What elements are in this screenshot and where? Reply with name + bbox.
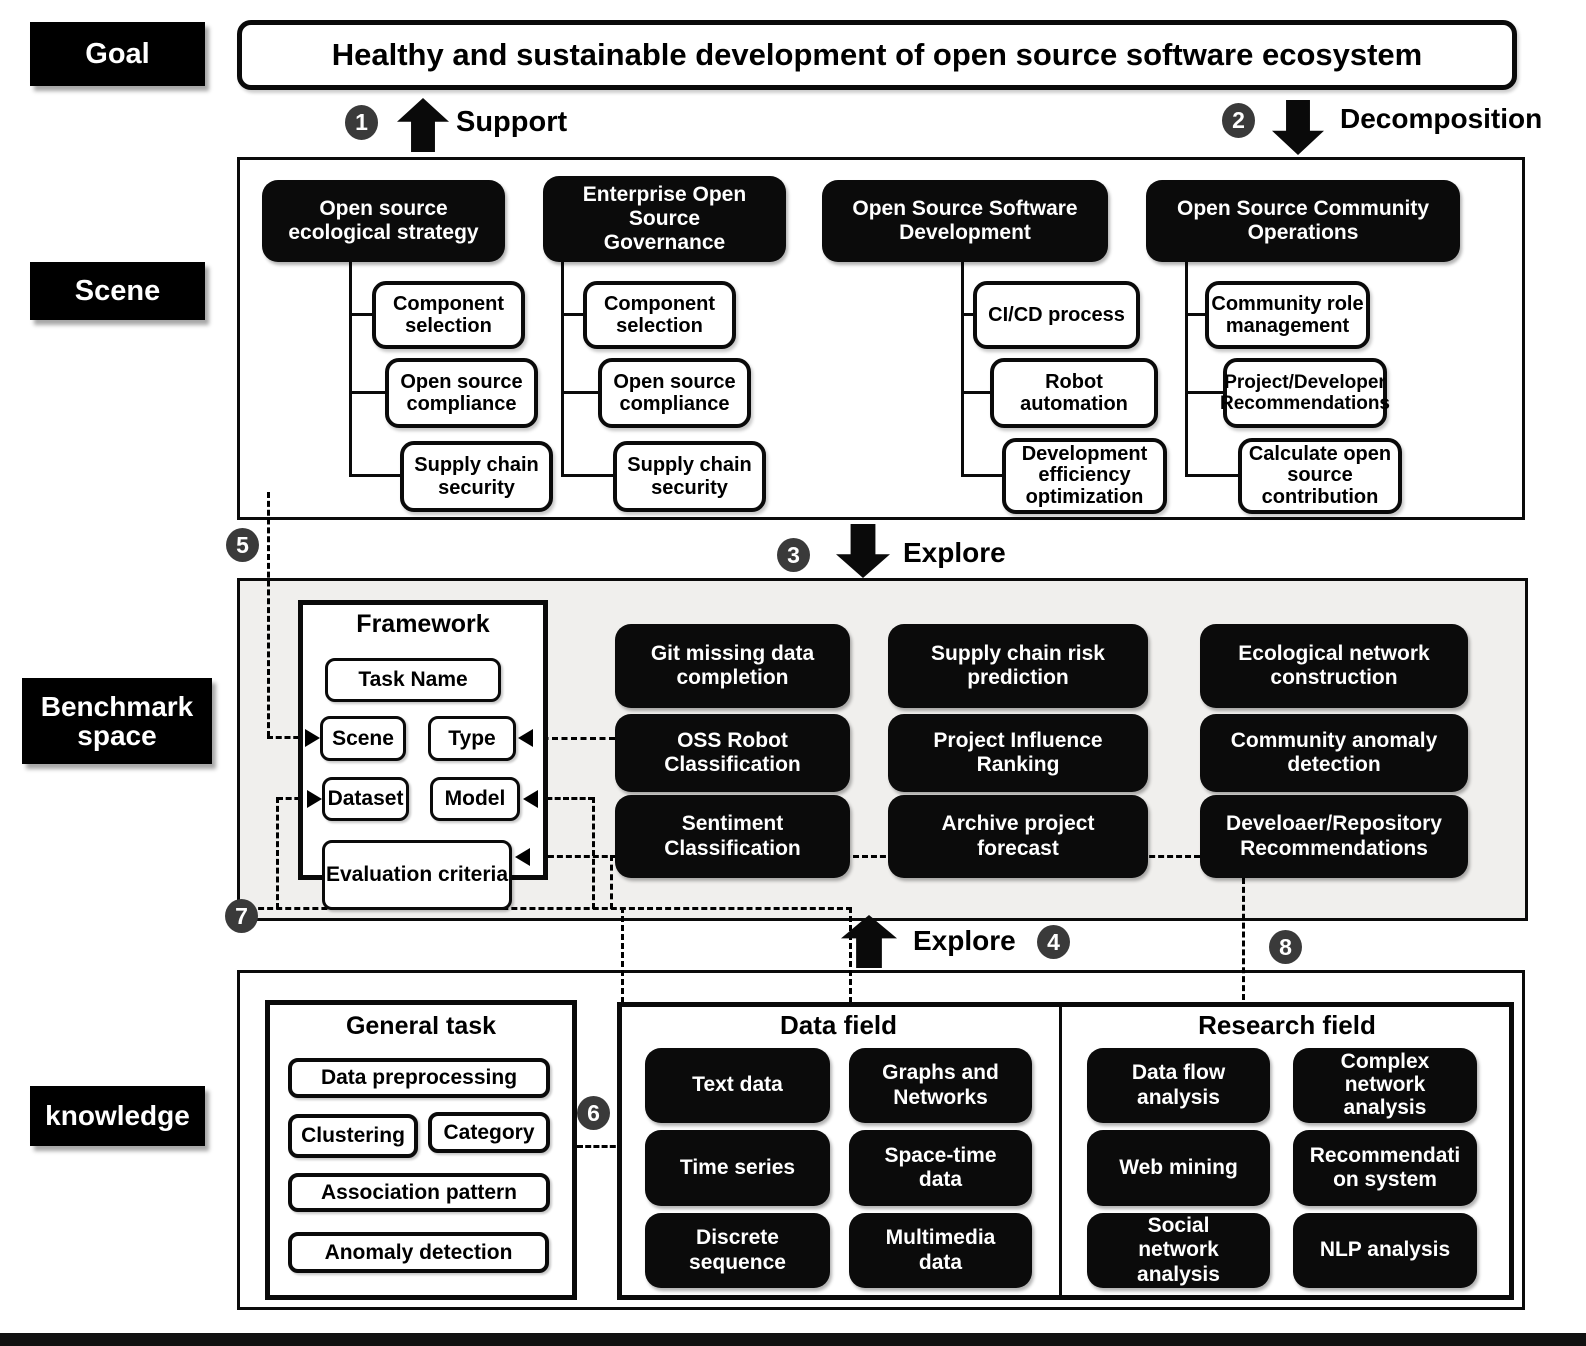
scene-column-4-title: Open Source Community Operations <box>1146 180 1460 262</box>
scene-tree-line <box>349 474 401 477</box>
badge-7: 7 <box>225 899 258 933</box>
badge-2: 2 <box>1222 103 1255 138</box>
scene-tree-line <box>1185 391 1224 394</box>
benchmark-task: Git missing data completion <box>615 624 850 708</box>
framework-field-type: Type <box>428 716 516 761</box>
scene-tree-line <box>561 313 584 316</box>
dashed-connector-7 <box>849 907 852 1003</box>
dashed-connector-8 <box>1242 878 1245 1000</box>
data-field-item: Space-time data <box>849 1130 1032 1206</box>
dashed-connector-evaluation <box>610 855 613 909</box>
benchmark-task: Community anomaly detection <box>1200 714 1468 792</box>
scene-column-1-title: Open source ecological strategy <box>262 180 505 262</box>
research-field-item: Recommendati on system <box>1293 1130 1477 1206</box>
scene-tree-line <box>349 391 386 394</box>
general-task-item: Anomaly detection <box>288 1232 549 1273</box>
scene-child: Component selection <box>372 281 525 349</box>
scene-child: CI/CD process <box>973 281 1140 349</box>
arrowhead-into-type-field <box>518 729 533 747</box>
badge-3: 3 <box>777 538 810 572</box>
research-field-title: Research field <box>1198 1009 1376 1040</box>
research-field-item: Web mining <box>1087 1130 1270 1206</box>
research-field-item: Social network analysis <box>1087 1213 1270 1288</box>
scene-child: Robot automation <box>990 358 1158 428</box>
dashed-connector-7 <box>276 797 279 909</box>
scene-child: Open source compliance <box>385 358 538 428</box>
fields-divider <box>1059 1002 1062 1300</box>
framework-field-task-name: Task Name <box>325 658 501 702</box>
data-field-title: Data field <box>779 1009 898 1040</box>
framework-field-scene: Scene <box>320 716 406 761</box>
benchmark-task: Develoaer/Repository Recommendations <box>1200 795 1468 878</box>
scene-child: Open source compliance <box>598 358 751 428</box>
badge-5: 5 <box>226 528 259 562</box>
decomposition-arrow-icon <box>1272 100 1324 155</box>
data-field-item: Text data <box>645 1048 830 1123</box>
framework-field-evaluation-criteria: Evaluation criteria <box>322 840 512 910</box>
data-field-item: Time series <box>645 1130 830 1206</box>
arrowhead-into-scene-field <box>305 729 320 747</box>
support-arrow-icon <box>397 98 449 152</box>
benchmark-task: Sentiment Classification <box>615 795 850 878</box>
arrowhead-into-dataset-field <box>307 790 322 808</box>
scene-column-3-title: Open Source Software Development <box>822 180 1108 262</box>
general-task-item: Association pattern <box>288 1173 550 1212</box>
benchmark-task: Archive project forecast <box>888 795 1148 878</box>
research-field-item: NLP analysis <box>1293 1213 1477 1288</box>
scene-tree-line <box>561 262 564 476</box>
benchmark-task: Project Influence Ranking <box>888 714 1148 792</box>
scene-tree-line <box>961 262 964 476</box>
scene-tree-line <box>561 474 614 477</box>
decomposition-label: Decomposition <box>1340 103 1543 134</box>
research-field-item: Data flow analysis <box>1087 1048 1270 1123</box>
scene-tree-line <box>349 313 373 316</box>
general-task-title: General task <box>345 1011 497 1040</box>
scene-tree-line <box>349 262 352 476</box>
bottom-divider-bar <box>0 1333 1586 1346</box>
scene-tree-line <box>961 474 1003 477</box>
research-field-item: Complex network analysis <box>1293 1048 1477 1123</box>
general-task-item: Data preprocessing <box>288 1058 550 1098</box>
support-label: Support <box>456 106 568 138</box>
badge-6: 6 <box>577 1096 610 1130</box>
scene-section-label: Scene <box>30 262 205 320</box>
knowledge-section-label: knowledge <box>30 1086 205 1146</box>
scene-child: Supply chain security <box>400 441 553 512</box>
general-task-item: Category <box>428 1112 550 1153</box>
scene-child: Community role management <box>1205 281 1370 349</box>
dashed-connector-model <box>592 797 595 909</box>
explore-down-label: Explore <box>903 537 1006 568</box>
scene-child: Calculate open source contribution <box>1238 438 1402 514</box>
scene-tree-line <box>1185 262 1188 476</box>
scene-child: Development efficiency optimization <box>1002 438 1167 514</box>
badge-1: 1 <box>345 105 378 140</box>
scene-tree-line <box>561 391 599 394</box>
benchmark-section-label: Benchmark space <box>22 678 212 764</box>
scene-child: Project/Developer Recommendations <box>1223 358 1387 428</box>
badge-8: 8 <box>1269 930 1302 964</box>
scene-column-2-title: Enterprise Open Source Governance <box>543 176 786 262</box>
scene-child: Component selection <box>583 281 736 349</box>
general-task-item: Clustering <box>288 1114 418 1158</box>
goal-banner: Healthy and sustainable development of open source software ecosystem <box>237 20 1517 90</box>
scene-tree-line <box>1185 313 1206 316</box>
data-field-item: Multimedia data <box>849 1213 1032 1288</box>
data-field-item: Discrete sequence <box>645 1213 830 1288</box>
arrowhead-into-evaluation-field <box>515 848 530 866</box>
scene-tree-line <box>1185 474 1239 477</box>
framework-field-dataset: Dataset <box>322 777 409 821</box>
data-field-item: Graphs and Networks <box>849 1048 1032 1123</box>
benchmark-task: OSS Robot Classification <box>615 714 850 792</box>
goal-section-label: Goal <box>30 22 205 86</box>
dashed-connector-5 <box>267 492 270 737</box>
arrowhead-into-model-field <box>523 790 538 808</box>
benchmark-task: Supply chain risk prediction <box>888 624 1148 708</box>
framework-title: Framework <box>356 609 490 638</box>
framework-field-model: Model <box>430 777 520 821</box>
badge-4: 4 <box>1037 925 1070 959</box>
benchmark-task: Ecological network construction <box>1200 624 1468 708</box>
scene-child: Supply chain security <box>613 441 766 512</box>
explore-up-label: Explore <box>913 925 1016 956</box>
scene-tree-line <box>961 391 991 394</box>
explore-down-arrow-icon <box>836 524 890 578</box>
